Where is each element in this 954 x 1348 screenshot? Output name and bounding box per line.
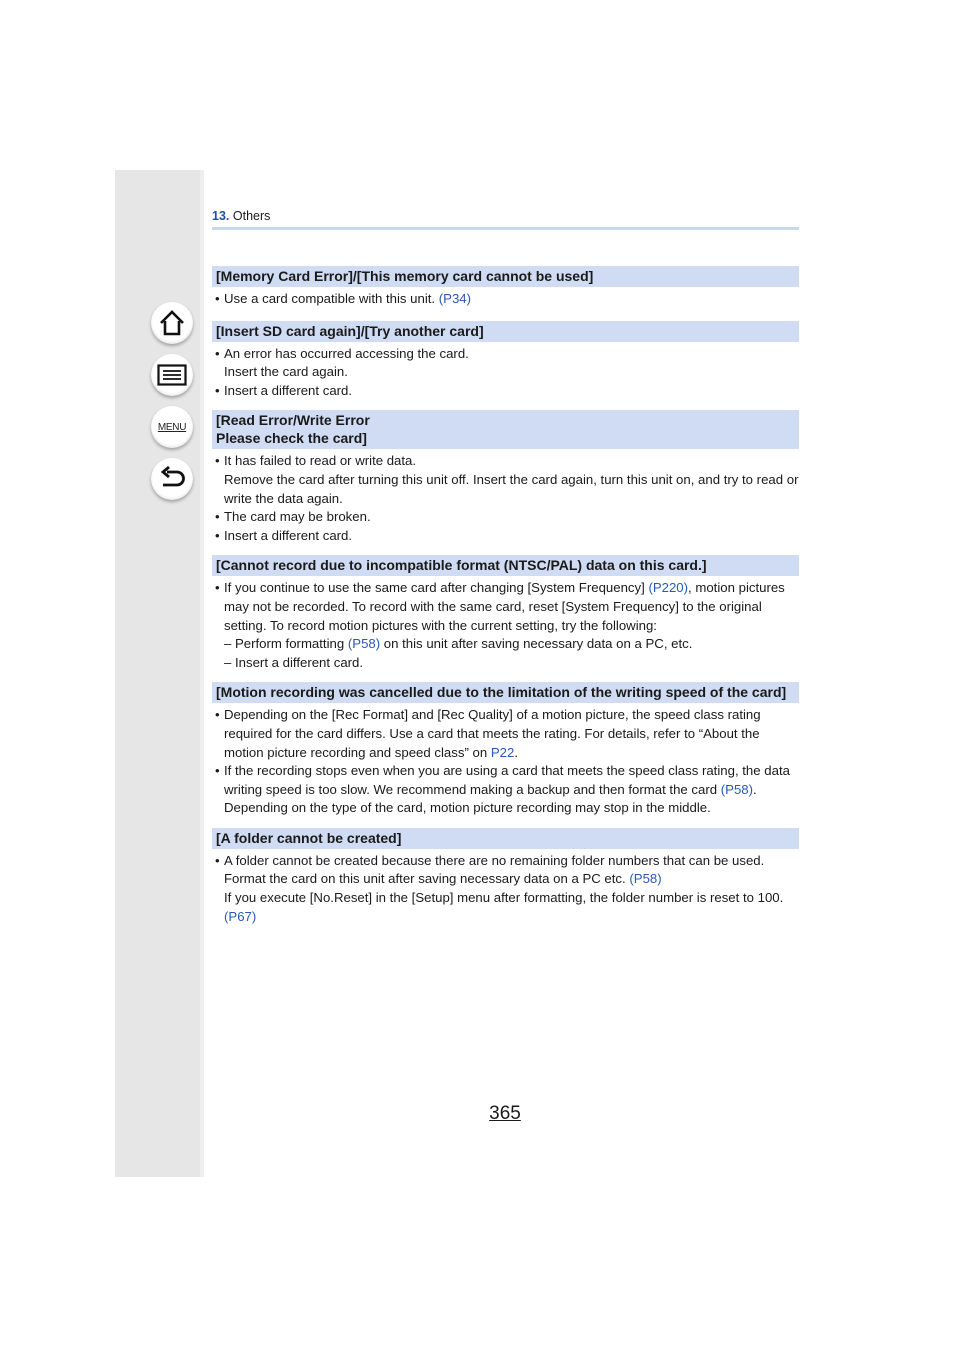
dash-text: Insert a different card. xyxy=(235,654,364,670)
dash-text: Perform formatting xyxy=(235,636,345,652)
page-link[interactable]: (P67) xyxy=(224,908,257,924)
bullet-item xyxy=(212,579,799,672)
bullet-line xyxy=(224,889,799,926)
bullet-text: Depending on the [Rec Format] and [Rec Quality] of a motion picture, the speed class rating required for the card differs. Use a card that meets the rating. For details, refer to “About the motion picture recording and speed class” on xyxy=(224,707,761,760)
bullet-item xyxy=(212,345,799,382)
section-body xyxy=(212,342,799,401)
bullet-text: Insert a different card. xyxy=(224,382,353,398)
spacer xyxy=(212,818,799,828)
section-title: [Motion recording was cancelled due to the limitation of the writing speed of the card] xyxy=(212,682,799,703)
chapter-number: 13. xyxy=(212,209,230,223)
list-icon xyxy=(157,363,187,387)
bullet-text: If the recording stops even when you are using a card that meets the speed class rating, the data writing speed is too slow. We recommend making a backup and then format the card xyxy=(224,763,790,797)
back-arrow-icon xyxy=(158,466,186,492)
bullet-text: . xyxy=(753,781,757,797)
sidebar-edge xyxy=(200,170,204,1177)
content xyxy=(212,266,799,926)
bullet-text: The card may be broken. xyxy=(224,509,371,525)
spacer xyxy=(212,309,799,321)
bullet-item xyxy=(212,852,799,926)
bullet-text: Insert a different card. xyxy=(224,527,353,543)
dash-text: on this unit after saving necessary data on a PC, etc. xyxy=(383,636,693,652)
page-link[interactable]: P22 xyxy=(490,744,515,760)
back-button[interactable] xyxy=(151,458,193,500)
header-rule xyxy=(212,227,799,230)
dash-item xyxy=(224,654,799,673)
section-title: [A folder cannot be created] xyxy=(212,828,799,849)
menu-button[interactable] xyxy=(151,406,193,448)
menu-label: MENU xyxy=(157,421,187,433)
bullet-text: • It has failed to read or write data. xyxy=(224,453,417,469)
bullet-item xyxy=(212,762,799,818)
chapter-title: Others xyxy=(232,209,271,223)
bullet-text: Format the card on this unit after saving necessary data on a PC etc. xyxy=(224,871,626,887)
section-title: [Memory Card Error]/[This memory card cannot be used] xyxy=(212,266,799,287)
bullet-text: If you execute [No.Reset] in the [Setup] menu after formatting, the folder number is reset to 100. xyxy=(224,890,784,906)
bullet-text: If you continue to use the same card after changing [System Frequency] xyxy=(224,580,645,596)
bullet-text: Depending on the type of the card, motion picture recording may stop in the middle. xyxy=(224,800,711,816)
section-title: [Cannot record due to incompatible format (NTSC/PAL) data on this card.] xyxy=(212,555,799,576)
bullet-text: • A folder cannot be created because there are no remaining folder numbers that can be used. xyxy=(224,852,765,868)
spacer xyxy=(212,672,799,682)
bullet-item xyxy=(212,290,799,309)
contents-button[interactable] xyxy=(151,354,193,396)
spacer xyxy=(212,545,799,555)
home-icon xyxy=(158,309,186,337)
home-button[interactable] xyxy=(151,302,193,344)
page-link[interactable]: (P34) xyxy=(438,291,472,306)
section-body xyxy=(212,849,799,926)
bullet-item xyxy=(212,527,799,546)
section-title: [Read Error/Write Error Please check the card] xyxy=(212,410,799,449)
bullet-item xyxy=(212,706,799,762)
section-body xyxy=(212,449,799,545)
bullet-text: , motion pictures may not be recorded. To record with the same card, reset [System Frequency] to the original setting. To record motion pictures with the current setting, try the following: xyxy=(224,580,785,633)
chapter-header xyxy=(212,209,799,223)
bullet-text: Use a card compatible with this unit. xyxy=(224,291,436,306)
section-body xyxy=(212,703,799,818)
page-link[interactable]: (P58) xyxy=(720,781,753,797)
page-link[interactable]: (P58) xyxy=(629,871,662,887)
section-body xyxy=(212,576,799,672)
section-title: [Insert SD card again]/[Try another card] xyxy=(212,321,799,342)
bullet-text: Remove the card after turning this unit off. Insert the card again, turn this unit on, and try to read or write the data again. xyxy=(224,471,799,506)
dash-item xyxy=(224,635,799,654)
menu-icon xyxy=(158,422,186,433)
page-link[interactable]: (P220) xyxy=(648,580,689,596)
bullet-item xyxy=(212,452,799,508)
bullet-item xyxy=(212,382,799,401)
bullet-text: Insert the card again. xyxy=(224,364,348,380)
bullet-item xyxy=(212,508,799,527)
page-link[interactable]: (P58) xyxy=(347,636,381,652)
bullet-text: • An error has occurred accessing the card. xyxy=(224,345,469,361)
bullet-text: . xyxy=(514,744,518,760)
section-body xyxy=(212,287,799,309)
page-number: 365 xyxy=(489,1103,521,1124)
spacer xyxy=(212,400,799,410)
bullet-line xyxy=(224,870,799,889)
